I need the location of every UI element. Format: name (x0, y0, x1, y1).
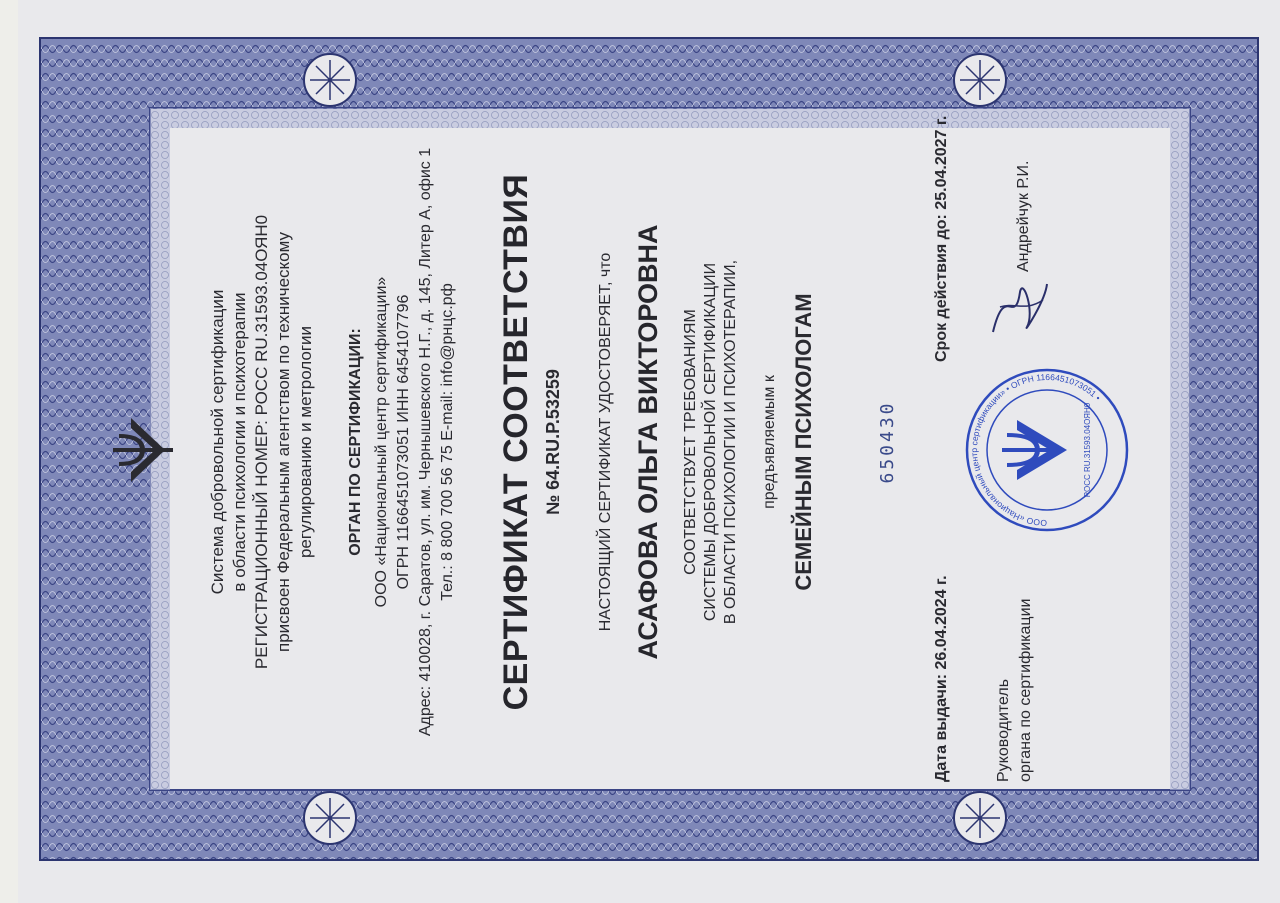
signer-role-line: Руководитель (995, 678, 1012, 782)
certificate-title: СЕРТИФИКАТ СООТВЕТСТВИЯ (497, 173, 535, 711)
target-profession: СЕМЕЙНЫМ ПСИХОЛОГАМ (791, 293, 816, 591)
requirements (681, 22, 741, 862)
certificate-content (115, 22, 1225, 862)
holder-name: АСАФОВА ОЛЬГА ВИКТОРОВНА (633, 224, 663, 660)
issue-date: Дата выдачи: 26.04.2024 г. (933, 575, 950, 782)
organ-contacts: Тел.: 8 800 700 56 75 E-mail: info@рнцс.рф (439, 283, 456, 601)
valid-until: Срок действия до: 25.04.2027 г. (933, 115, 950, 362)
signer-role (993, 462, 1037, 782)
organ-ids: ОГРН 1166451073051 ИНН 6454107796 (395, 294, 412, 590)
requirement-line: СИСТЕМЫ ДОБРОВОЛЬНОЙ СЕРТИФИКАЦИИ (702, 262, 719, 622)
signer-role-line: органа по сертификации (1017, 598, 1034, 782)
presented-to: предъявляемым к (761, 375, 778, 509)
header-line: Система добровольной сертификации (208, 289, 227, 595)
certificate-intro: НАСТОЯЩИЙ СЕРТИФИКАТ УДОСТОВЕРЯЕТ, что (597, 252, 614, 632)
svg-text:РОСС RU.31593.04ОЯН0: РОСС RU.31593.04ОЯН0 (1083, 402, 1092, 498)
organ-address: Адрес: 410028, г. Саратов, ул. им. Чернышевского Н.Г., д. 145, Литер А, офис 1 (417, 147, 434, 737)
signer-name: Андрейчук Р.И. (1015, 160, 1032, 272)
requirement-line: СООТВЕТСТВУЕТ ТРЕБОВАНИЯМ (682, 309, 699, 575)
organ-details (371, 22, 459, 862)
certificate-number: № 64.RU.P.53259 (543, 369, 563, 515)
header-line: регулированию и метрологии (296, 325, 315, 559)
serial-number: 650430 (877, 400, 898, 484)
header-line: присвоен Федеральным агентством по техническому (274, 231, 293, 653)
requirement-line: В ОБЛАСТИ ПСИХОЛОГИИ И ПСИХОТЕРАПИИ, (722, 259, 739, 625)
svg-text:ООО «Национальный центр сертиф: ООО «Национальный центр сертификации» • ОГРН 1166451073051 • (968, 371, 1103, 529)
header-line: в области психологии и психотерапии (230, 292, 249, 592)
organ-name: ООО «Национальный центр сертификации» (373, 276, 390, 608)
system-header (207, 22, 317, 862)
organ-title: ОРГАН ПО СЕРТИФИКАЦИИ: (347, 328, 364, 556)
header-line: РЕГИСТРАЦИОННЫЙ НОМЕР: РОСС RU.31593.04ОЯН0 (252, 214, 271, 670)
